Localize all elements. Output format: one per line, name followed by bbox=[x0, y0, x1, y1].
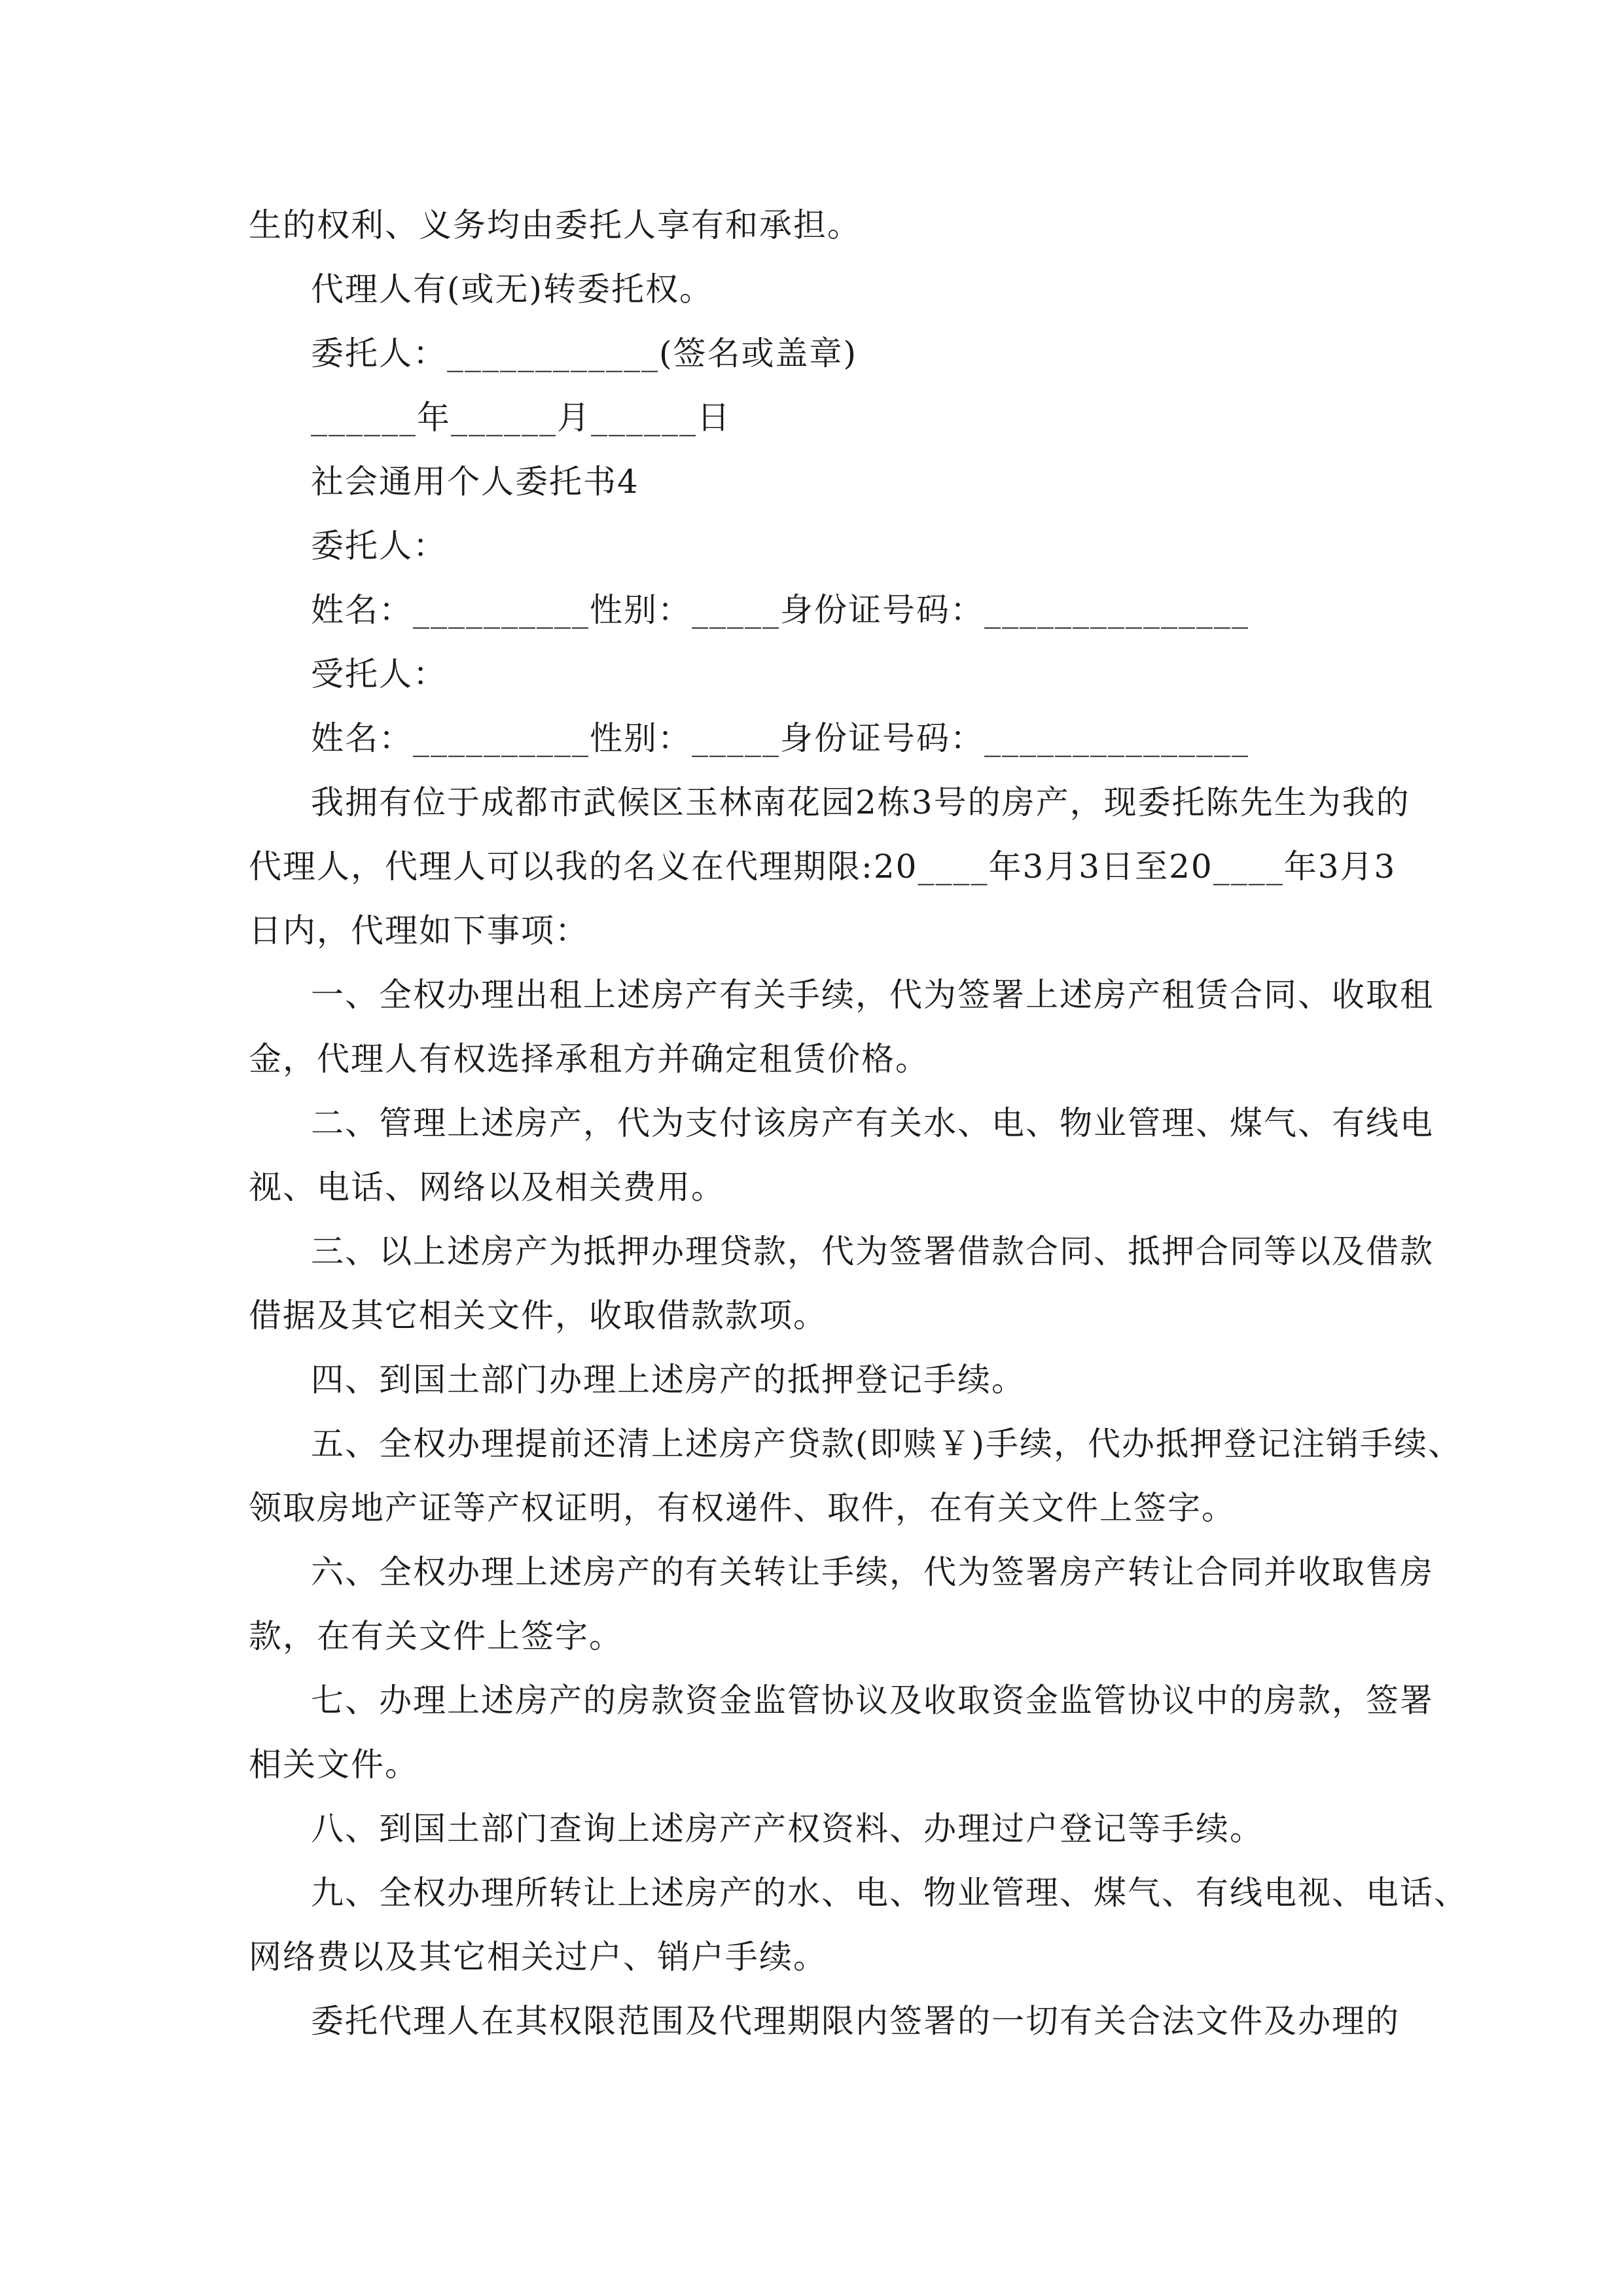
text-line: 八、到国土部门查询上述房产产权资料、办理过户登记等手续。 bbox=[311, 1810, 1264, 1848]
text-line: 借据及其它相关文件，收取借款款项。 bbox=[249, 1297, 827, 1335]
text-line: 二、管理上述房产，代为支付该房产有关水、电、物业管理、煤气、有线电 bbox=[311, 1104, 1434, 1142]
text-line: 委托人： bbox=[311, 527, 447, 565]
text-line: 六、全权办理上述房产的有关转让手续，代为签署房产转让合同并收取售房 bbox=[311, 1553, 1434, 1591]
text-line: 代理人有(或无)转委托权。 bbox=[311, 270, 714, 308]
text-line: 代理人，代理人可以我的名义在代理期限:20____年3月3日至20____年3月3 bbox=[249, 848, 1397, 886]
text-line: 七、办理上述房产的房款资金监管协议及收取资金监管协议中的房款，签署 bbox=[311, 1681, 1434, 1719]
text-line: 金，代理人有权选择承租方并确定租赁价格。 bbox=[249, 1040, 929, 1078]
text-line: ______年______月______日 bbox=[311, 399, 731, 437]
text-line: 日内，代理如下事项： bbox=[249, 912, 589, 950]
text-line: 视、电话、网络以及相关费用。 bbox=[249, 1168, 725, 1206]
text-line: 姓名：__________性别：_____身份证号码：_______________ bbox=[311, 591, 1249, 629]
text-line: 我拥有位于成都市武候区玉林南花园2栋3号的房产，现委托陈先生为我的 bbox=[311, 783, 1410, 821]
text-line: 委托代理人在其权限范围及代理期限内签署的一切有关合法文件及办理的 bbox=[311, 2002, 1400, 2040]
text-line: 五、全权办理提前还清上述房产贷款(即赎￥)手续，代办抵押登记注销手续、 bbox=[311, 1425, 1463, 1463]
text-line: 相关文件。 bbox=[249, 1746, 419, 1784]
text-line: 一、全权办理出租上述房产有关手续，代为签署上述房产租赁合同、收取租 bbox=[311, 976, 1434, 1014]
text-line: 款，在有关文件上签字。 bbox=[249, 1617, 623, 1655]
text-line: 受托人： bbox=[311, 655, 447, 693]
text-line: 领取房地产证等产权证明，有权递件、取件，在有关文件上签字。 bbox=[249, 1489, 1236, 1527]
text-line: 九、全权办理所转让上述房产的水、电、物业管理、煤气、有线电视、电话、 bbox=[311, 1874, 1468, 1912]
text-line: 网络费以及其它相关过户、销户手续。 bbox=[249, 1938, 827, 1976]
text-line: 三、以上述房产为抵押办理贷款，代为签署借款合同、抵押合同等以及借款 bbox=[311, 1232, 1434, 1270]
text-line: 生的权利、义务均由委托人享有和承担。 bbox=[249, 206, 861, 244]
text-line: 委托人：____________(签名或盖章) bbox=[311, 334, 858, 372]
section-heading: 社会通用个人委托书4 bbox=[311, 463, 639, 501]
text-line: 四、到国土部门办理上述房产的抵押登记手续。 bbox=[311, 1361, 1026, 1399]
text-line: 姓名：__________性别：_____身份证号码：_______________ bbox=[311, 719, 1249, 757]
